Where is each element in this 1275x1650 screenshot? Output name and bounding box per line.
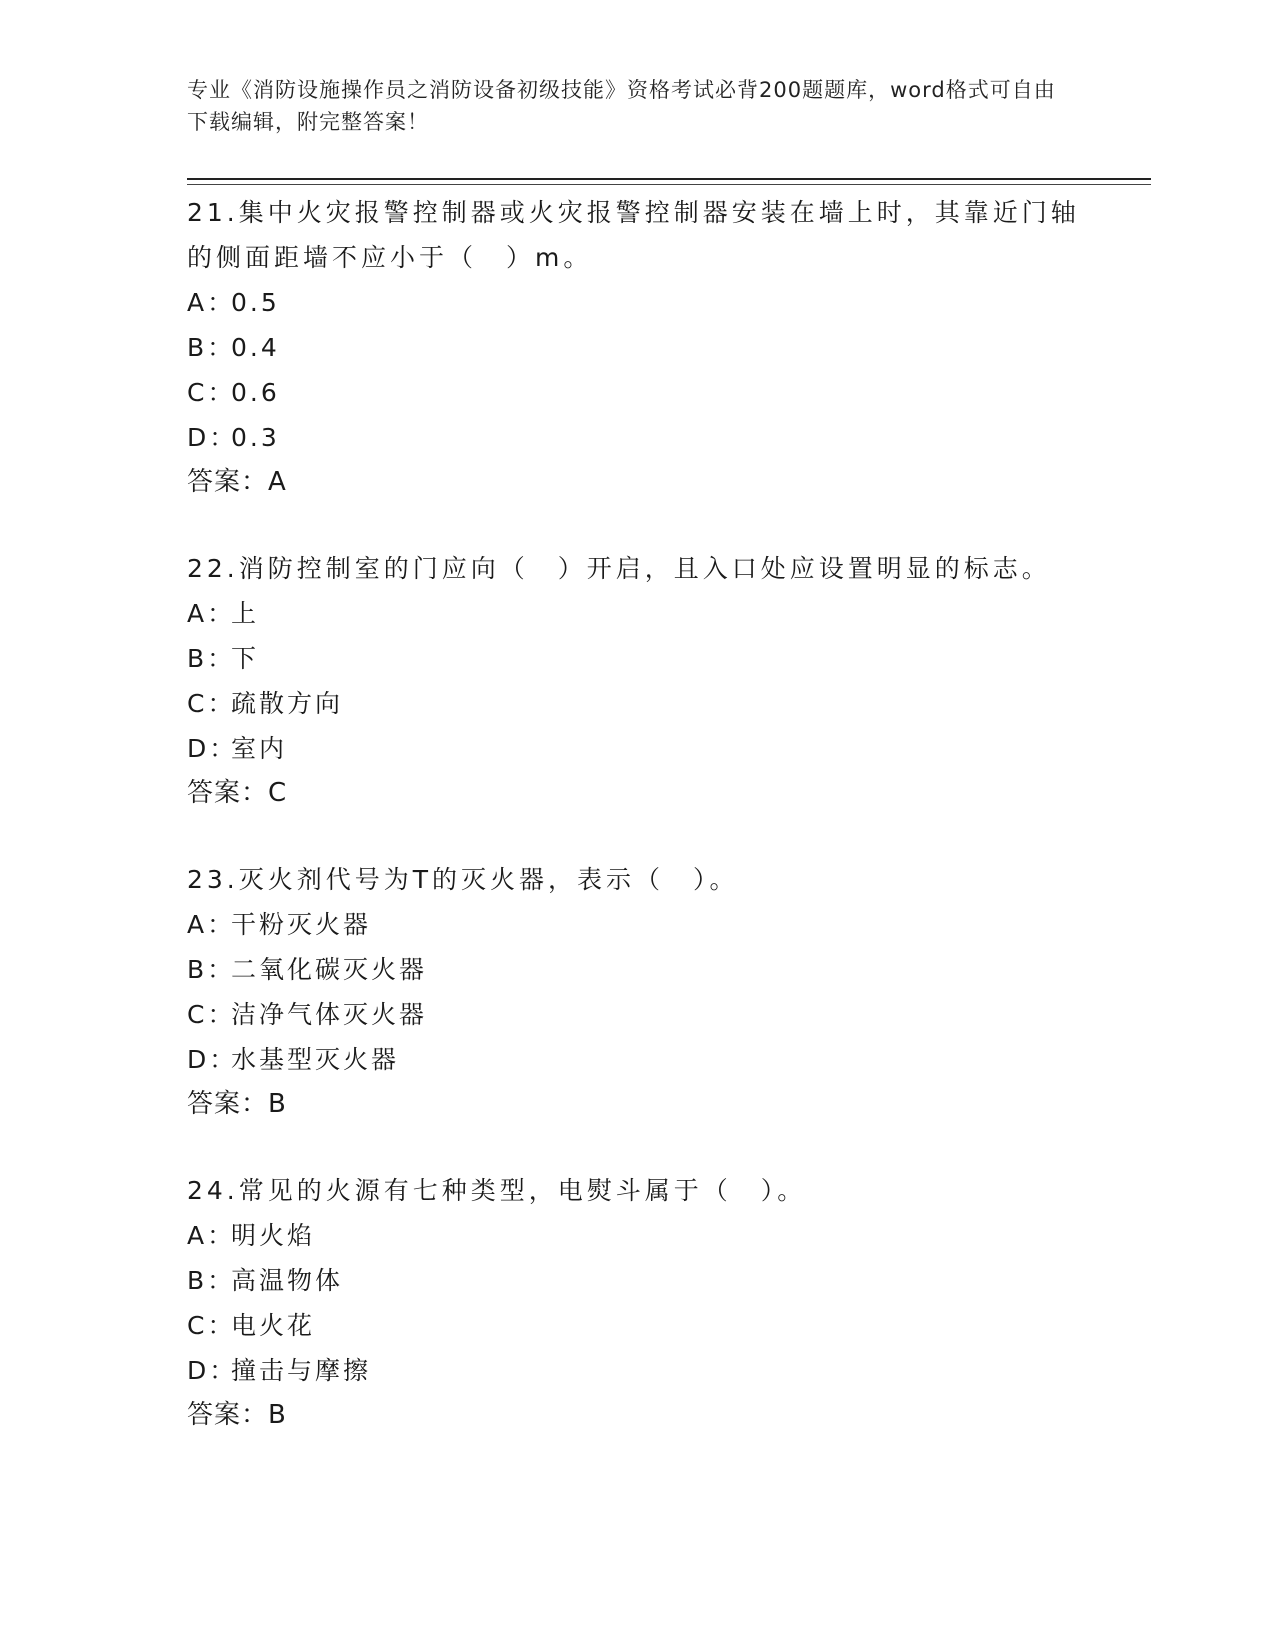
option-b [187,325,1087,370]
option-text: 洁净气体灭火器 [231,1000,428,1029]
option-key: D： [187,423,238,452]
option-text: 0.3 [231,423,280,452]
option-key: D： [187,1045,238,1074]
question-23 [187,857,1087,1126]
option-d [187,1037,1087,1082]
option-text: 明火焰 [231,1221,316,1250]
option-c [187,681,1087,726]
question-list [187,190,1087,1479]
option-b [187,947,1087,992]
option-a [187,1213,1087,1258]
answer-line: 答案：B [187,1400,287,1430]
question-24 [187,1168,1087,1437]
option-b [187,1258,1087,1303]
option-key: C： [187,689,236,718]
header-divider-thick [187,178,1151,180]
option-key: A： [187,599,236,628]
option-key: B： [187,955,236,984]
option-text: 室内 [231,734,288,763]
option-text: 二氧化碳灭火器 [231,955,428,984]
option-text: 水基型灭火器 [231,1045,400,1074]
option-text: 撞击与摩擦 [231,1356,372,1385]
answer-line: 答案：A [187,467,287,497]
option-key: C： [187,1000,236,1029]
question-stem: 21.集中火灾报警控制器或火灾报警控制器安装在墙上时，其靠近门轴的侧面距墙不应小于（ ）m。 [187,198,1080,272]
option-key: A： [187,288,236,317]
option-a [187,280,1087,325]
question-stem: 24.常见的火源有七种类型，电熨斗属于（ ）。 [187,1176,807,1205]
option-b [187,636,1087,681]
option-c [187,992,1087,1037]
question-stem: 22.消防控制室的门应向（ ）开启，且入口处应设置明显的标志。 [187,554,1051,583]
option-a [187,591,1087,636]
option-key: D： [187,734,238,763]
option-text: 高温物体 [231,1266,344,1295]
option-text: 上 [231,599,260,628]
question-22 [187,546,1087,815]
option-d [187,726,1087,771]
option-key: C： [187,1311,236,1340]
question-21 [187,190,1087,504]
option-key: C： [187,378,236,407]
option-text: 疏散方向 [231,689,344,718]
option-text: 0.5 [231,288,280,317]
option-text: 0.4 [231,333,280,362]
option-text: 电火花 [231,1311,316,1340]
option-key: B： [187,1266,236,1295]
option-key: B： [187,644,236,673]
option-key: B： [187,333,236,362]
option-d [187,1348,1087,1393]
question-stem: 23.灭火剂代号为T的灭火器，表示（ ）。 [187,865,739,894]
option-key: D： [187,1356,238,1385]
option-c [187,1303,1087,1348]
option-c [187,370,1087,415]
option-a [187,902,1087,947]
document-header: 专业《消防设施操作员之消防设备初级技能》资格考试必背200题题库，word格式可自由下载编辑，附完整答案！ [187,78,1056,134]
option-text: 0.6 [231,378,280,407]
option-d [187,415,1087,460]
option-text: 干粉灭火器 [231,910,372,939]
header-divider-thin [187,184,1151,185]
answer-line: 答案：C [187,778,288,808]
option-key: A： [187,910,236,939]
option-text: 下 [231,644,260,673]
answer-line: 答案：B [187,1089,287,1119]
option-key: A： [187,1221,236,1250]
